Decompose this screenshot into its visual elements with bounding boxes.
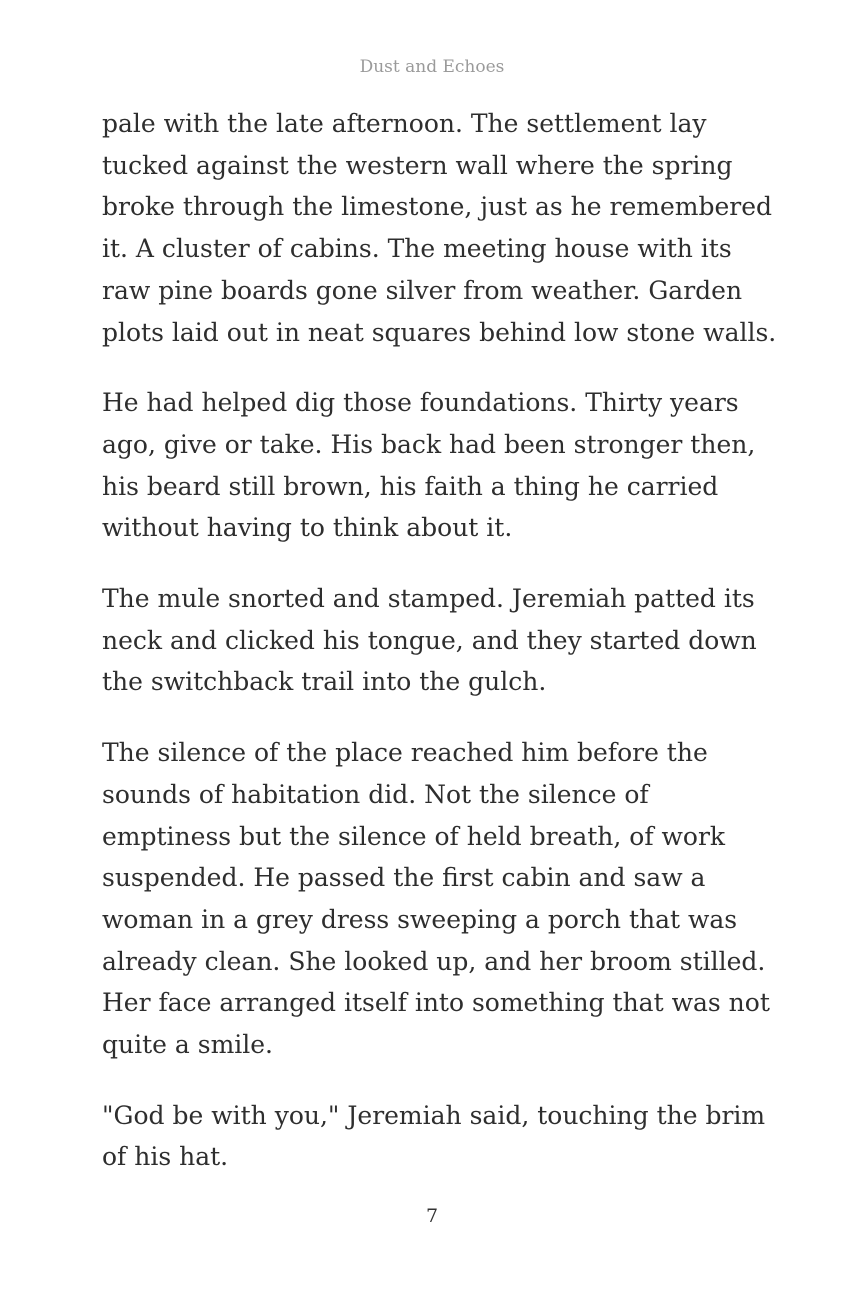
paragraph: The silence of the place reached him before the sounds of habitation did. Not the silence of emptiness but the silence of held breath, of work suspended. He passed the first cabin and saw a woman in a grey dress sweeping a porch that was already clean. She looked up, and her broom stilled. Her face arranged itself into something that was not quite a smile. (102, 738, 770, 1060)
page-body (102, 103, 778, 1207)
paragraph: pale with the late afternoon. The settlement lay tucked against the western wall where the spring broke through the limestone, just as he remembered it. A cluster of cabins. The meeting house with its raw pine boards gone silver from weather. Garden plots laid out in neat squares behind low stone walls. (102, 109, 777, 347)
paragraph: The mule snorted and stamped. Jeremiah patted its neck and clicked his tongue, and they started down the switchback trail into the gulch. (102, 584, 757, 697)
paragraph: "God be with you," Jeremiah said, touching the brim of his hat. (102, 1100, 766, 1172)
paragraph: He had helped dig those foundations. Thirty years ago, give or take. His back had been stronger then, his beard still brown, his faith a thing he carried without having to think about it. (102, 388, 756, 543)
running-header: Dust and Echoes (359, 57, 505, 77)
page-number: 7 (425, 1205, 439, 1227)
